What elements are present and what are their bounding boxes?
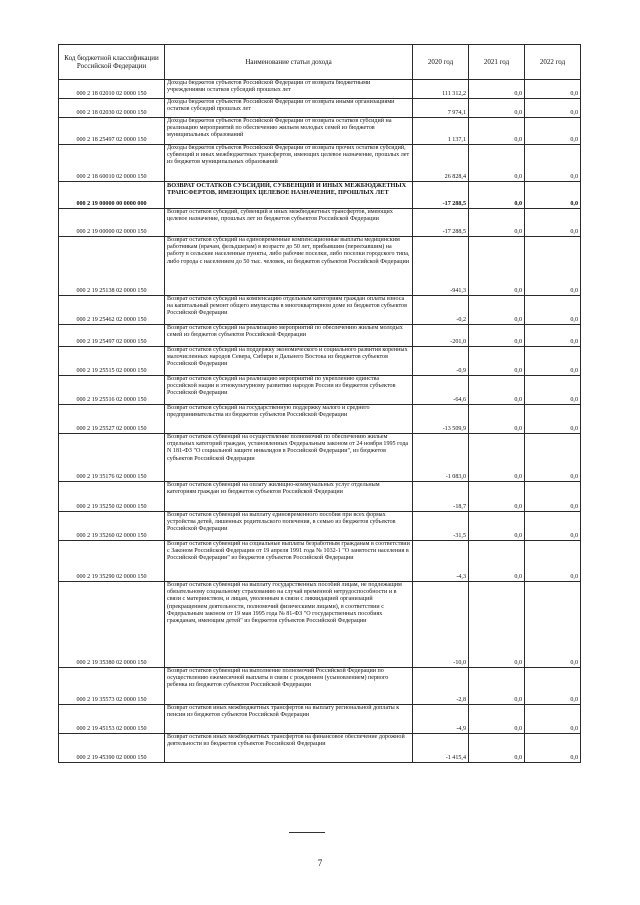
row-name: Доходы бюджетов субъектов Российской Федерации от возврата остатков субсидий на реализацию мероприятий по обеспечению жильем молодых семей из бюджетов муниципальных образований xyxy=(165,118,413,145)
row-value-2022: 0,0 xyxy=(525,237,581,296)
table-row xyxy=(59,376,581,405)
row-value-2022: 0,0 xyxy=(525,541,581,582)
row-value-2021: 0,0 xyxy=(469,99,525,118)
row-value-2022: 0,0 xyxy=(525,512,581,541)
row-code: 000 2 19 25497 02 0000 150 xyxy=(59,325,165,347)
row-value-2021: 0,0 xyxy=(469,705,525,734)
table-row xyxy=(59,325,581,347)
budget-revenue-table xyxy=(58,44,581,763)
row-value-2020: -0,2 xyxy=(413,296,469,325)
row-code: 000 2 19 35260 02 0000 150 xyxy=(59,512,165,541)
row-value-2020: -17 288,5 xyxy=(413,182,469,209)
row-value-2020: -941,3 xyxy=(413,237,469,296)
row-value-2022: 0,0 xyxy=(525,668,581,705)
row-code: 000 2 18 60010 02 0000 150 xyxy=(59,145,165,182)
row-value-2021: 0,0 xyxy=(469,209,525,237)
row-value-2021: 0,0 xyxy=(469,734,525,763)
row-name: Возврат остатков субсидий на государственную поддержку малого и среднего предпринимательства из бюджетов субъектов Российской Федерации xyxy=(165,405,413,434)
table-row xyxy=(59,512,581,541)
row-code: 000 2 19 35290 02 0000 150 xyxy=(59,541,165,582)
row-value-2022: 0,0 xyxy=(525,99,581,118)
budget-table-container xyxy=(58,44,580,763)
row-value-2020: -4,3 xyxy=(413,541,469,582)
row-code: 000 2 19 45153 02 0000 150 xyxy=(59,705,165,734)
row-value-2020: -31,5 xyxy=(413,512,469,541)
row-code: 000 2 19 35250 02 0000 150 xyxy=(59,482,165,512)
row-code: 000 2 18 25497 02 0000 150 xyxy=(59,118,165,145)
table-row xyxy=(59,145,581,182)
row-value-2022: 0,0 xyxy=(525,347,581,376)
row-value-2020: -4,9 xyxy=(413,705,469,734)
row-value-2021: 0,0 xyxy=(469,325,525,347)
row-value-2021: 0,0 xyxy=(469,512,525,541)
row-value-2021: 0,0 xyxy=(469,668,525,705)
row-value-2020: -1 083,0 xyxy=(413,434,469,482)
table-header-row xyxy=(59,45,581,80)
table-row xyxy=(59,237,581,296)
row-value-2022: 0,0 xyxy=(525,296,581,325)
row-code: 000 2 19 25527 02 0000 150 xyxy=(59,405,165,434)
row-name: Возврат остатков субсидий на единовременные компенсационные выплаты медицинским работникам (врачам, фельдшерам) в возрасте до 50 лет, прибывшим (переехавшим) на работу в сельские населенные пункты, либо рабочие поселки, либо поселки городского типа, либо города с населением до 50 тыс. человек, из бюджетов субъектов Российской Федерации xyxy=(165,237,413,296)
row-code: 000 2 19 25515 02 0000 150 xyxy=(59,347,165,376)
row-name: Возврат остатков субвенций на социальные выплаты безработным гражданам в соответствии с Законом Российской Федерации от 19 апреля 1991 года № 1032-1 "О занятости населения в Российской Федерации" из бюджетов субъектов Российской Федерации xyxy=(165,541,413,582)
row-name: Возврат остатков субвенций на осуществление полномочий по обеспечению жильем отдельных категорий граждан, установленных Федеральным законом от 24 ноября 1995 года N 181-ФЗ "О социальной защите инвалидов в Российской Федерации", из бюджетов субъектов Российской Федерации xyxy=(165,434,413,482)
table-row xyxy=(59,734,581,763)
row-value-2021: 0,0 xyxy=(469,182,525,209)
row-name: Доходы бюджетов субъектов Российской Федерации от возврата прочих остатков субсидий, субвенций и иных межбюджетных трансфертов, имеющих целевое назначение, прошлых лет из бюджетов муниципальных образований xyxy=(165,145,413,182)
row-name: Возврат остатков субвенций на выплату единовременного пособия при всех формах устройства детей, лишенных родительского попечения, в семью из бюджетов субъектов Российской Федерации xyxy=(165,512,413,541)
row-code: 000 2 19 25462 02 0000 150 xyxy=(59,296,165,325)
row-name: Возврат остатков субвенций на выплату государственных пособий лицам, не подлежащим обязательному социальному страхованию на случай временной нетрудоспособности и в связи с материнством, и лицам, уволенным в связи с ликвидацией организаций (прекращением деятельности, полномочий физическими лицами), в соответствии с Федеральным законом от 19 мая 1995 года № 81-ФЗ "О государственных пособиях гражданам, имеющим детей" из бюджетов субъектов Российской Федерации xyxy=(165,582,413,668)
row-value-2022: 0,0 xyxy=(525,405,581,434)
row-value-2022: 0,0 xyxy=(525,118,581,145)
row-value-2022: 0,0 xyxy=(525,182,581,209)
table-row xyxy=(59,296,581,325)
row-name: Возврат остатков субвенций на выполнение полномочий Российской Федерации по осуществлению ежемесячной выплаты в связи с рождением (усыновлением) первого ребенка из бюджетов субъектов Российской Федерации xyxy=(165,668,413,705)
row-name: Возврат остатков субсидий на поддержку экономического и социального развития коренных малочисленных народов Севера, Сибири и Дальнего Востока из бюджетов субъектов Российской Федерации xyxy=(165,347,413,376)
row-value-2020: -13 509,9 xyxy=(413,405,469,434)
row-value-2021: 0,0 xyxy=(469,582,525,668)
row-value-2021: 0,0 xyxy=(469,347,525,376)
table-row xyxy=(59,482,581,512)
row-name: Возврат остатков субвенций на оплату жилищно-коммунальных услуг отдельным категориям граждан из бюджетов субъектов Российской Федерации xyxy=(165,482,413,512)
row-value-2022: 0,0 xyxy=(525,145,581,182)
row-value-2020: 7 974,1 xyxy=(413,99,469,118)
page-number: 7 xyxy=(317,858,323,868)
row-value-2020: 1 137,1 xyxy=(413,118,469,145)
table-row xyxy=(59,541,581,582)
row-value-2021: 0,0 xyxy=(469,541,525,582)
row-value-2020: -0,9 xyxy=(413,347,469,376)
row-code: 000 2 19 45390 02 0000 150 xyxy=(59,734,165,763)
row-code: 000 2 18 02030 02 0000 150 xyxy=(59,99,165,118)
row-value-2020: -10,0 xyxy=(413,582,469,668)
row-value-2022: 0,0 xyxy=(525,376,581,405)
row-value-2020: 26 828,4 xyxy=(413,145,469,182)
row-name: ВОЗВРАТ ОСТАТКОВ СУБСИДИЙ, СУБВЕНЦИЙ И ИНЫХ МЕЖБЮДЖЕТНЫХ ТРАНСФЕРТОВ, ИМЕЮЩИХ ЦЕЛЕВОЕ НАЗНАЧЕНИЕ, ПРОШЛЫХ ЛЕТ xyxy=(165,182,413,209)
row-value-2021: 0,0 xyxy=(469,376,525,405)
table-row xyxy=(59,582,581,668)
row-name: Возврат остатков субсидий на реализацию мероприятий по укреплению единства российской нации и этнокультурному развитию народов России из бюджетов субъектов Российской Федерации xyxy=(165,376,413,405)
row-value-2020: -18,7 xyxy=(413,482,469,512)
row-value-2022: 0,0 xyxy=(525,209,581,237)
row-value-2020: -201,0 xyxy=(413,325,469,347)
header-name: Наименование статьи дохода xyxy=(165,45,413,80)
row-code: 000 2 18 02010 02 0000 150 xyxy=(59,80,165,99)
table-row xyxy=(59,434,581,482)
row-name: Возврат остатков субсидий на компенсацию отдельным категориям граждан оплаты взноса на капитальный ремонт общего имущества в многоквартирном доме из бюджетов субъектов Российской Федерации xyxy=(165,296,413,325)
row-name: Возврат остатков субсидий, субвенций и иных межбюджетных трансфертов, имеющих целевое назначение, прошлых лет из бюджетов субъектов Российской Федерации xyxy=(165,209,413,237)
footer-divider xyxy=(289,832,325,833)
table-row xyxy=(59,347,581,376)
row-value-2022: 0,0 xyxy=(525,734,581,763)
row-value-2021: 0,0 xyxy=(469,482,525,512)
row-name: Доходы бюджетов субъектов Российской Федерации от возврата иными организациями остатков субсидий прошлых лет xyxy=(165,99,413,118)
row-value-2022: 0,0 xyxy=(525,582,581,668)
row-value-2021: 0,0 xyxy=(469,296,525,325)
header-2021: 2021 год xyxy=(469,45,525,80)
table-row xyxy=(59,705,581,734)
row-value-2020: -2,8 xyxy=(413,668,469,705)
row-name: Возврат остатков субсидий на реализацию мероприятий по обеспечению жильем молодых семей из бюджетов субъектов Российской Федерации xyxy=(165,325,413,347)
table-row xyxy=(59,80,581,99)
row-value-2021: 0,0 xyxy=(469,80,525,99)
table-row xyxy=(59,209,581,237)
row-value-2022: 0,0 xyxy=(525,325,581,347)
row-code: 000 2 19 35380 02 0000 150 xyxy=(59,582,165,668)
row-code: 000 2 19 00000 02 0000 150 xyxy=(59,209,165,237)
row-name: Возврат остатков иных межбюджетных трансфертов на финансовое обеспечение дорожной деятельности из бюджетов субъектов Российской Федерации xyxy=(165,734,413,763)
row-value-2020: -17 288,5 xyxy=(413,209,469,237)
row-code: 000 2 19 25516 02 0000 150 xyxy=(59,376,165,405)
row-value-2022: 0,0 xyxy=(525,434,581,482)
table-row xyxy=(59,118,581,145)
row-code: 000 2 19 35176 02 0000 150 xyxy=(59,434,165,482)
row-value-2021: 0,0 xyxy=(469,118,525,145)
table-row xyxy=(59,405,581,434)
row-code: 000 2 19 35573 02 0000 150 xyxy=(59,668,165,705)
table-row xyxy=(59,182,581,209)
row-value-2022: 0,0 xyxy=(525,80,581,99)
row-value-2021: 0,0 xyxy=(469,405,525,434)
row-value-2022: 0,0 xyxy=(525,482,581,512)
table-row xyxy=(59,668,581,705)
table-row xyxy=(59,99,581,118)
row-value-2022: 0,0 xyxy=(525,705,581,734)
table-body xyxy=(59,80,581,763)
row-value-2020: -64,6 xyxy=(413,376,469,405)
row-name: Возврат остатков иных межбюджетных трансфертов на выплату региональной доплаты к пенсии из бюджетов субъектов Российской Федерации xyxy=(165,705,413,734)
row-code: 000 2 19 25138 02 0000 150 xyxy=(59,237,165,296)
row-code: 000 2 19 00000 00 0000 000 xyxy=(59,182,165,209)
row-value-2021: 0,0 xyxy=(469,434,525,482)
header-2022: 2022 год xyxy=(525,45,581,80)
header-2020: 2020 год xyxy=(413,45,469,80)
row-name: Доходы бюджетов субъектов Российской Федерации от возврата бюджетными учреждениями остатков субсидий прошлых лет xyxy=(165,80,413,99)
row-value-2020: 111 312,2 xyxy=(413,80,469,99)
row-value-2021: 0,0 xyxy=(469,145,525,182)
row-value-2020: -1 415,4 xyxy=(413,734,469,763)
header-code: Код бюджетной классификации Российской Федерации xyxy=(59,45,165,80)
row-value-2021: 0,0 xyxy=(469,237,525,296)
